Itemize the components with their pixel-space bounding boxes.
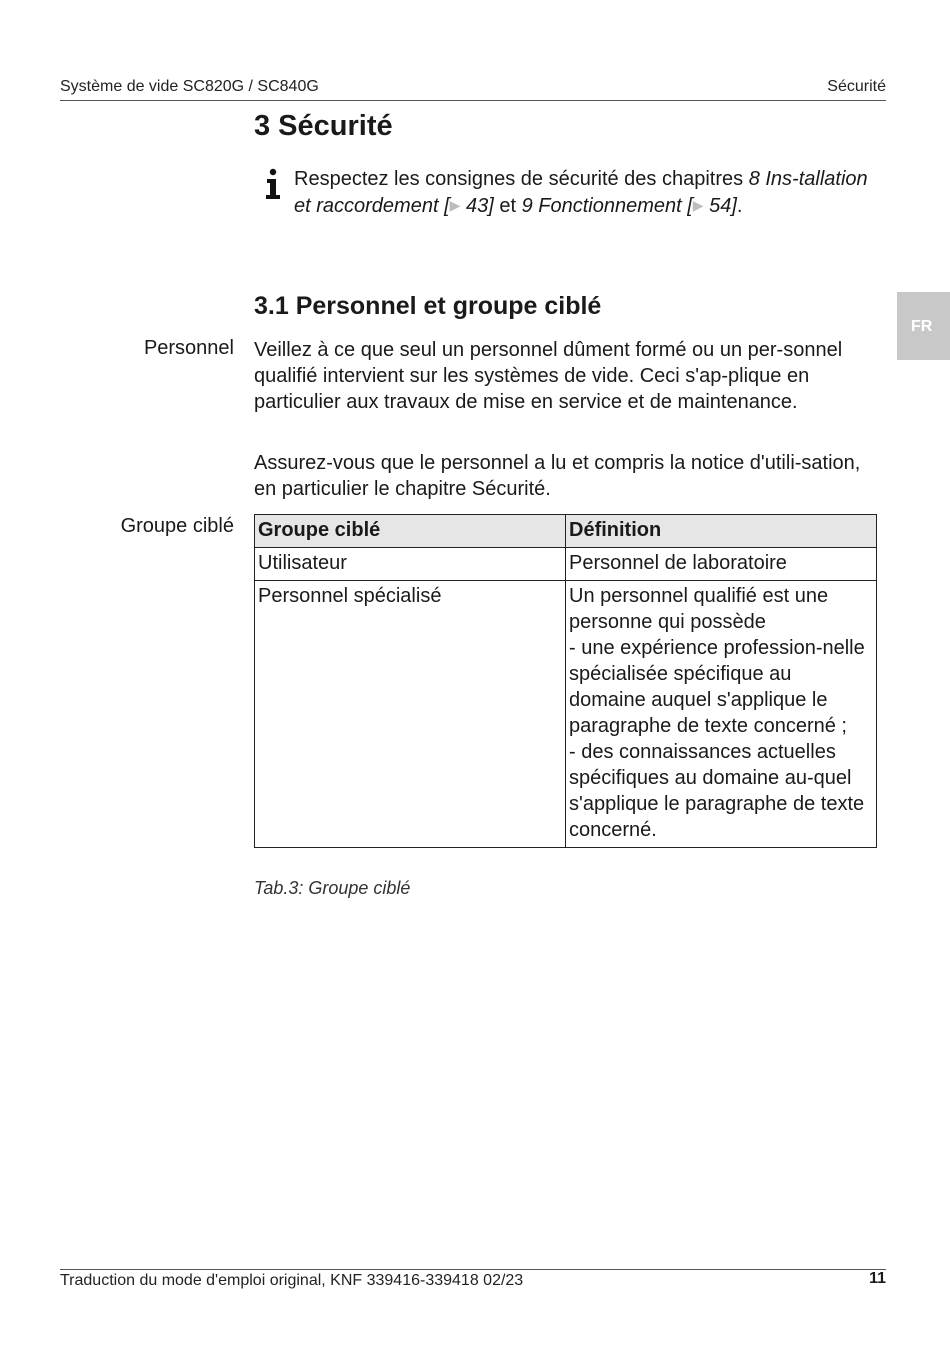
table-row: [255, 581, 877, 848]
margin-label-groupe: Groupe ciblé: [120, 515, 234, 537]
subsection-title: 3.1 Personnel et groupe ciblé: [254, 292, 602, 320]
table-cell: Un personnel qualifié est une personne qui possède - une expérience profession-nelle spécialisée spécifique au domaine auquel s'applique le paragraphe de texte concerné ; - des connaissances actuelles spécifiques au domaine au-quel s'applique le paragraphe de texte concerné.: [566, 581, 877, 848]
table-header-row: [255, 515, 877, 548]
target-group-table: [254, 514, 877, 848]
running-header-title: Système de vide SC820G / SC840G: [60, 78, 319, 95]
note-text-3: .: [736, 195, 743, 217]
info-note-text: [294, 166, 869, 219]
header-divider: [60, 100, 886, 101]
table-caption: Tab.3: Groupe ciblé: [254, 878, 411, 898]
footer-divider: [60, 1269, 886, 1270]
language-tab: [897, 292, 950, 360]
table-row: [255, 548, 877, 581]
chapter-ref-page: 43]: [460, 195, 494, 217]
page-ref-arrow-icon: ▶: [692, 197, 704, 213]
table-header-cell: Définition: [566, 515, 877, 548]
page-number: 11: [869, 1270, 886, 1287]
table-cell: Utilisateur: [255, 548, 566, 581]
note-text-1: Respectez les consignes de sécurité des chapitres: [294, 168, 749, 190]
running-header-section: Sécurité: [827, 78, 886, 95]
chapter-ref-title: 8 Ins-tallation et raccordement [: [294, 168, 868, 217]
chapter-ref-page: 54]: [703, 195, 737, 217]
table-cell: Personnel de laboratoire: [566, 548, 877, 581]
note-text-2: et: [493, 195, 522, 217]
info-i-icon: [262, 168, 284, 200]
section-title: 3 Sécurité: [254, 110, 393, 142]
paragraph-notice: Assurez-vous que le personnel a lu et compris la notice d'utili-sation, en particulier le chapitre Sécurité.: [254, 452, 861, 500]
page-ref-arrow-icon: ▶: [449, 197, 461, 213]
chapter-link-fonctionnement[interactable]: [522, 195, 737, 217]
chapter-ref-title: 9 Fonctionnement [: [521, 195, 693, 217]
footer-text: Traduction du mode d'emploi original, KNF 339416-339418 02/23: [60, 1272, 524, 1289]
table-cell: Personnel spécialisé: [255, 581, 566, 848]
margin-label-personnel: Personnel: [143, 337, 234, 359]
table-header-cell: Groupe ciblé: [255, 515, 566, 548]
paragraph-personnel: Veillez à ce que seul un personnel dûment formé ou un per-sonnel qualifié intervient sur les systèmes de vide. Ceci s'ap-plique en particulier aux travaux de mise en service et de maintenance.: [254, 339, 843, 413]
language-tab-label: FR: [911, 318, 933, 335]
